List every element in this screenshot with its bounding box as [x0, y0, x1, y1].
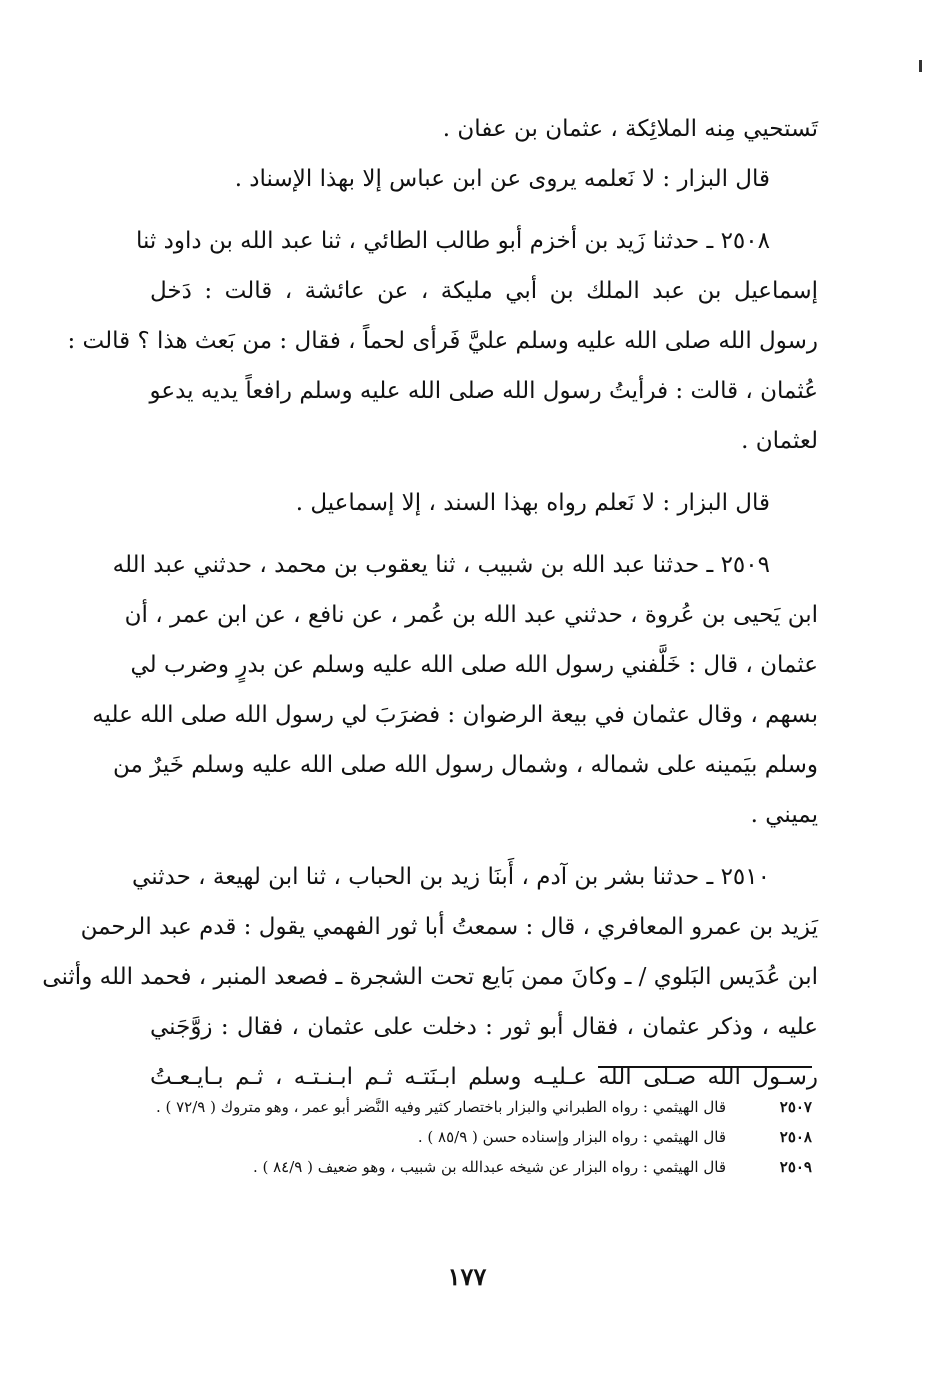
page-number: ١٧٧: [447, 1262, 487, 1291]
footnote-number: ٢٥٠٩: [779, 1158, 812, 1176]
hadith-2509-line: ٢٥٠٩ ـ حدثنا عبد الله بن شبيب ، ثنا يعقوب بن محمد ، حدثني عبد الله: [112, 552, 770, 578]
text-line: لعثمان .: [741, 428, 818, 454]
footnotes: [140, 1094, 820, 1184]
text-line: عليه ، وذكر عثمان ، فقال أبو ثور : دخلت على عثمان ، فقال : زوَّجَني: [150, 1014, 818, 1040]
main-text: [42, 104, 818, 1102]
footnote: [140, 1124, 820, 1150]
text-line: رسول الله صلى الله عليه وسلم عليَّ فَرأى لحماً ، فقال : من بَعث هذا ؟ قالت :: [67, 328, 818, 354]
text-line: قال البزار : لا نَعلم رواه بهذا السند ، إلا إسماعيل .: [295, 490, 770, 516]
footnote-text: قال الهيثمي : رواه البزار وإسناده حسن ( ٨٥/٩ ) .: [417, 1128, 726, 1146]
margin-mark: [919, 60, 922, 72]
hadith-2510-line: ٢٥١٠ ـ حدثنا بشر بن آدم ، أَبنَا زيد بن الحباب ، ثنا ابن لهيعة ، حدثني: [132, 864, 770, 890]
text-line: قال البزار : لا نَعلمه يروى عن ابن عباس إلا بهذا الإسناد .: [234, 166, 770, 192]
footnote-separator: [598, 1066, 812, 1068]
text-line: يَزيد بن عمرو المعافري ، قال : سمعتُ أبا ثور الفهمي يقول : قدم عبد الرحمن: [80, 914, 818, 940]
text-line: رسـول الله صـلى الله عـليـه وسلم ابـنَتـه ثـم ابـنـتـه ، ثـم بـايـعـتُ: [150, 1064, 818, 1090]
footnote: [140, 1094, 820, 1120]
text-line: ابن يَحيى بن عُروة ، حدثني عبد الله بن عُمر ، عن نافع ، عن ابن عمر ، أن: [124, 602, 818, 628]
text-line: عُثمان ، قالت : فرأيتُ رسول الله صلى الله عليه وسلم رافعاً يديه يدعو: [149, 378, 818, 404]
text-line: عثمان ، قال : خَلَّفني رسول الله صلى الله عليه وسلم عن بدرٍ وضرب لي: [130, 652, 818, 678]
text-line: إسماعيل بن عبد الملك بن أبي مليكة ، عن عائشة ، قالت : دَخل: [150, 278, 818, 304]
text-line: بسهم ، وقال عثمان في بيعة الرضوان : فضرَبَ لي رسول الله صلى الله عليه: [92, 702, 818, 728]
paragraph-gap: [150, 528, 818, 540]
text-line: وسلم بيَمينه على شماله ، وشمال رسول الله صلى الله عليه وسلم خَيرٌ من: [113, 752, 818, 778]
paragraph-gap: [150, 840, 818, 852]
text-line: يميني .: [750, 802, 818, 828]
footnote: [140, 1154, 820, 1180]
text-line: ابن عُدَيس البَلوي / ـ وكانَ ممن بَايع تحت الشجرة ـ فصعد المنبر ، فحمد الله وأثنى: [42, 964, 818, 990]
footnote-text: قال الهيثمي : رواه البزار عن شيخه عبدالله بن شبيب ، وهو ضعيف ( ٨٤/٩ ) .: [252, 1158, 726, 1176]
paragraph-gap: [150, 466, 818, 478]
text-line: تَستحيي مِنه الملائِكة ، عثمان بن عفان .: [442, 116, 818, 142]
hadith-2508-line: ٢٥٠٨ ـ حدثنا زَيد بن أخزم أبو طالب الطائي ، ثنا عبد الله بن داود ثنا: [135, 228, 770, 254]
footnote-number: ٢٥٠٨: [779, 1128, 812, 1146]
footnote-number: ٢٥٠٧: [779, 1098, 812, 1116]
paragraph-gap: [150, 204, 818, 216]
footnote-text: قال الهيثمي : رواه الطبراني والبزار باختصار كثير وفيه النَّضر أبو عمر ، وهو متروك ( ٧٢/٩ ) .: [155, 1098, 726, 1116]
